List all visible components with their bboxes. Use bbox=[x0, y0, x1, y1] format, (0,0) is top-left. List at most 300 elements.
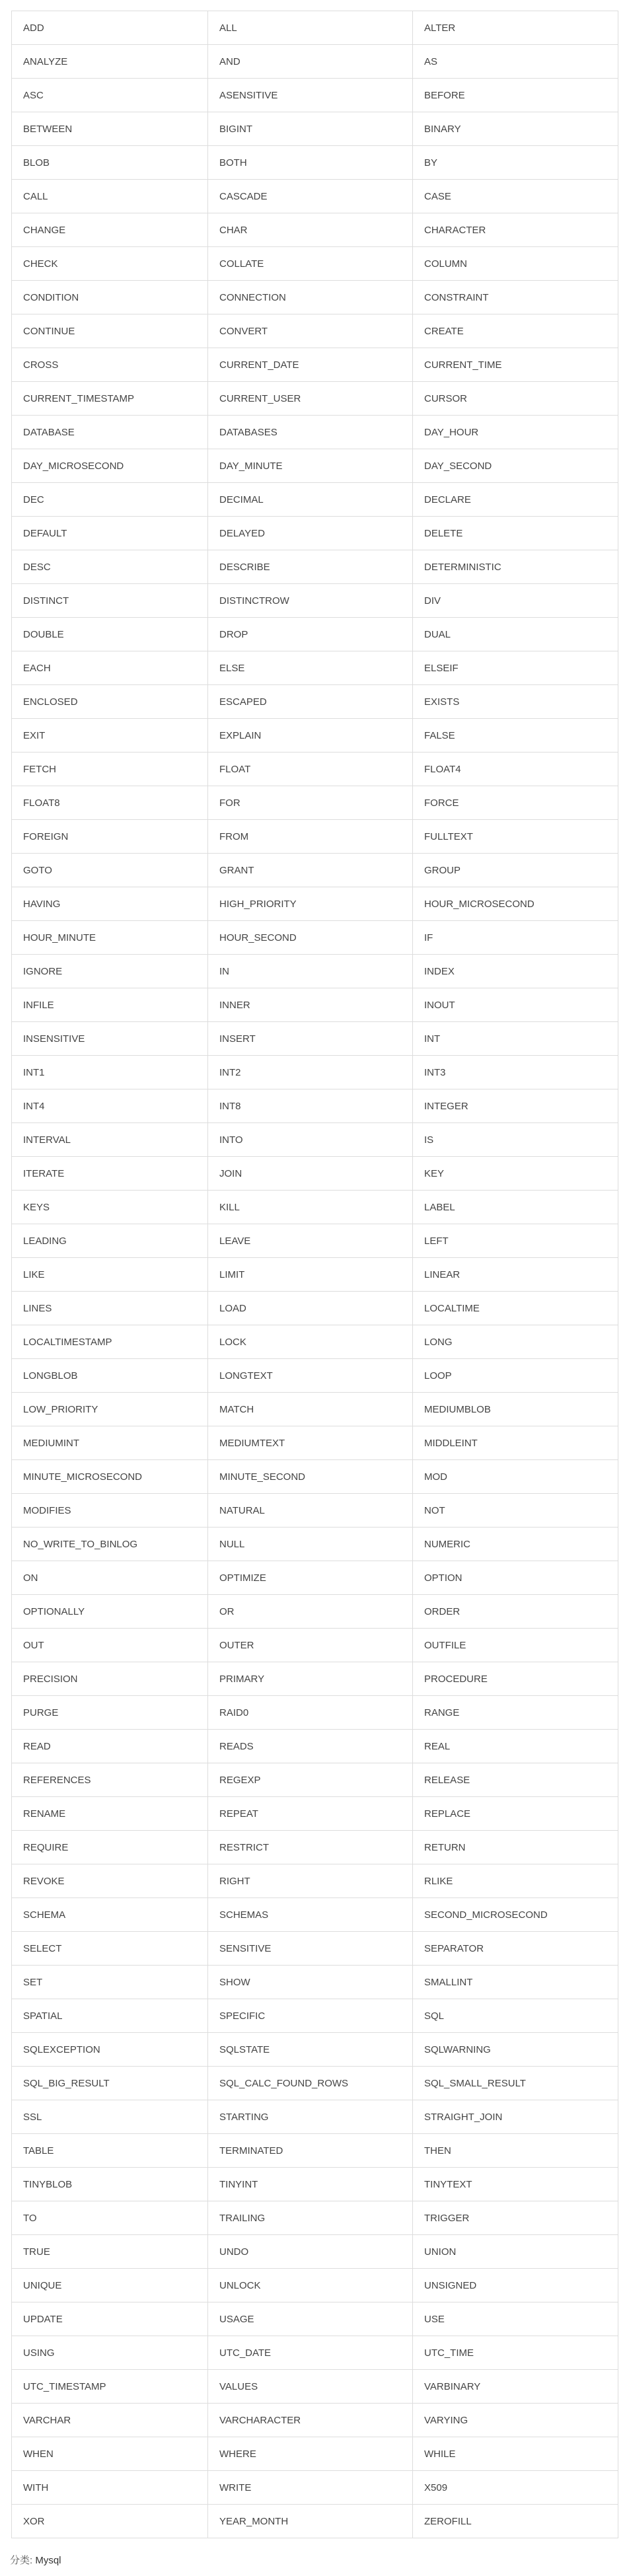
keyword-cell: DETERMINISTIC bbox=[413, 550, 618, 584]
keyword-cell: NULL bbox=[208, 1527, 413, 1561]
keyword-cell: INT bbox=[413, 1022, 618, 1056]
keyword-cell: OUT bbox=[12, 1629, 208, 1662]
keyword-cell: INTO bbox=[208, 1123, 413, 1157]
keyword-cell: DISTINCT bbox=[12, 584, 208, 618]
keyword-cell: INT4 bbox=[12, 1089, 208, 1123]
keyword-cell: MEDIUMBLOB bbox=[413, 1393, 618, 1426]
keyword-cell: PROCEDURE bbox=[413, 1662, 618, 1696]
keyword-cell: PRECISION bbox=[12, 1662, 208, 1696]
keyword-cell: CURRENT_TIME bbox=[413, 348, 618, 382]
keyword-cell: REGEXP bbox=[208, 1763, 413, 1797]
keyword-cell: INOUT bbox=[413, 988, 618, 1022]
keyword-cell: SQLEXCEPTION bbox=[12, 2033, 208, 2067]
keyword-cell: SQL_CALC_FOUND_ROWS bbox=[208, 2067, 413, 2100]
keyword-cell: SQL_BIG_RESULT bbox=[12, 2067, 208, 2100]
table-row bbox=[12, 2033, 618, 2067]
keyword-cell: IGNORE bbox=[12, 955, 208, 988]
table-row bbox=[12, 1966, 618, 1999]
keyword-cell: LONG bbox=[413, 1325, 618, 1359]
keyword-cell: NOT bbox=[413, 1494, 618, 1527]
table-row bbox=[12, 820, 618, 854]
keyword-cell: CASCADE bbox=[208, 180, 413, 213]
table-row bbox=[12, 1831, 618, 1864]
keyword-cell: CREATE bbox=[413, 314, 618, 348]
keyword-cell: BETWEEN bbox=[12, 112, 208, 146]
keyword-cell: LINES bbox=[12, 1292, 208, 1325]
keyword-cell: LOCK bbox=[208, 1325, 413, 1359]
keyword-cell: TINYBLOB bbox=[12, 2168, 208, 2201]
table-row bbox=[12, 1359, 618, 1393]
keyword-cell: ANALYZE bbox=[12, 45, 208, 79]
category-label: 分类: bbox=[10, 2555, 33, 2566]
keyword-cell: LIKE bbox=[12, 1258, 208, 1292]
keyword-cell: SET bbox=[12, 1966, 208, 1999]
keyword-cell: ESCAPED bbox=[208, 685, 413, 719]
table-row bbox=[12, 247, 618, 281]
table-row bbox=[12, 988, 618, 1022]
keyword-cell: DATABASES bbox=[208, 416, 413, 449]
table-row bbox=[12, 1191, 618, 1224]
keyword-cell: DAY_MICROSECOND bbox=[12, 449, 208, 483]
keyword-cell: COLLATE bbox=[208, 247, 413, 281]
keyword-cell: DECIMAL bbox=[208, 483, 413, 517]
keyword-cell: DOUBLE bbox=[12, 618, 208, 651]
table-row bbox=[12, 1224, 618, 1258]
keyword-cell: SSL bbox=[12, 2100, 208, 2134]
keyword-cell: MATCH bbox=[208, 1393, 413, 1426]
keyword-cell: CHARACTER bbox=[413, 213, 618, 247]
keyword-cell: CONTINUE bbox=[12, 314, 208, 348]
keyword-cell: DATABASE bbox=[12, 416, 208, 449]
keyword-cell: UTC_TIME bbox=[413, 2336, 618, 2370]
table-row bbox=[12, 2404, 618, 2437]
keyword-cell: SMALLINT bbox=[413, 1966, 618, 1999]
keyword-cell: CONNECTION bbox=[208, 281, 413, 314]
keyword-cell: TINYINT bbox=[208, 2168, 413, 2201]
table-row bbox=[12, 1460, 618, 1494]
keyword-cell: FOR bbox=[208, 786, 413, 820]
keyword-cell: PURGE bbox=[12, 1696, 208, 1730]
keyword-cell: CHAR bbox=[208, 213, 413, 247]
table-row bbox=[12, 483, 618, 517]
keyword-cell: VARCHAR bbox=[12, 2404, 208, 2437]
keyword-cell: XOR bbox=[12, 2505, 208, 2538]
keyword-cell: DUAL bbox=[413, 618, 618, 651]
keyword-cell: BY bbox=[413, 146, 618, 180]
table-row bbox=[12, 1325, 618, 1359]
keyword-cell: LOOP bbox=[413, 1359, 618, 1393]
keyword-cell: EXIT bbox=[12, 719, 208, 753]
table-row bbox=[12, 1022, 618, 1056]
keyword-cell: INTERVAL bbox=[12, 1123, 208, 1157]
keyword-cell: RANGE bbox=[413, 1696, 618, 1730]
keyword-cell: DAY_MINUTE bbox=[208, 449, 413, 483]
keyword-cell: SQLSTATE bbox=[208, 2033, 413, 2067]
keyword-cell: CROSS bbox=[12, 348, 208, 382]
table-row bbox=[12, 1089, 618, 1123]
keyword-cell: ELSEIF bbox=[413, 651, 618, 685]
table-row bbox=[12, 651, 618, 685]
table-row bbox=[12, 1662, 618, 1696]
keyword-cell: RAID0 bbox=[208, 1696, 413, 1730]
table-row bbox=[12, 921, 618, 955]
keyword-cell: RELEASE bbox=[413, 1763, 618, 1797]
keyword-cell: FOREIGN bbox=[12, 820, 208, 854]
keyword-cell: ENCLOSED bbox=[12, 685, 208, 719]
keyword-cell: STRAIGHT_JOIN bbox=[413, 2100, 618, 2134]
keyword-cell: KILL bbox=[208, 1191, 413, 1224]
keyword-cell: DEC bbox=[12, 483, 208, 517]
keyword-cell: KEYS bbox=[12, 1191, 208, 1224]
keyword-cell: GRANT bbox=[208, 854, 413, 887]
table-row bbox=[12, 2336, 618, 2370]
table-row bbox=[12, 45, 618, 79]
table-row bbox=[12, 348, 618, 382]
keyword-cell: LOW_PRIORITY bbox=[12, 1393, 208, 1426]
keyword-cell: RIGHT bbox=[208, 1864, 413, 1898]
keyword-cell: SECOND_MICROSECOND bbox=[413, 1898, 618, 1932]
keyword-cell: OPTIONALLY bbox=[12, 1595, 208, 1629]
keyword-cell: SPATIAL bbox=[12, 1999, 208, 2033]
keyword-cell: HOUR_SECOND bbox=[208, 921, 413, 955]
keyword-cell: DEFAULT bbox=[12, 517, 208, 550]
keyword-cell: LONGTEXT bbox=[208, 1359, 413, 1393]
keyword-cell: FLOAT8 bbox=[12, 786, 208, 820]
keyword-cell: ON bbox=[12, 1561, 208, 1595]
keyword-cell: WITH bbox=[12, 2471, 208, 2505]
table-row bbox=[12, 1157, 618, 1191]
keyword-cell: USING bbox=[12, 2336, 208, 2370]
keyword-cell: SQL bbox=[413, 1999, 618, 2033]
table-row bbox=[12, 180, 618, 213]
keyword-cell: UNIQUE bbox=[12, 2269, 208, 2302]
keyword-cell: SPECIFIC bbox=[208, 1999, 413, 2033]
keyword-cell: IF bbox=[413, 921, 618, 955]
keyword-cell: UPDATE bbox=[12, 2302, 208, 2336]
keyword-cell: BINARY bbox=[413, 112, 618, 146]
table-row bbox=[12, 753, 618, 786]
keyword-cell: TRIGGER bbox=[413, 2201, 618, 2235]
keyword-cell: MODIFIES bbox=[12, 1494, 208, 1527]
table-row bbox=[12, 2505, 618, 2538]
keyword-cell: OUTER bbox=[208, 1629, 413, 1662]
table-row bbox=[12, 1494, 618, 1527]
keyword-cell: HOUR_MICROSECOND bbox=[413, 887, 618, 921]
keyword-cell: TABLE bbox=[12, 2134, 208, 2168]
keyword-cell: DELAYED bbox=[208, 517, 413, 550]
keyword-cell: ASC bbox=[12, 79, 208, 112]
table-row bbox=[12, 955, 618, 988]
keyword-cell: INFILE bbox=[12, 988, 208, 1022]
keyword-cell: INTEGER bbox=[413, 1089, 618, 1123]
keyword-cell: THEN bbox=[413, 2134, 618, 2168]
keyword-cell: MEDIUMTEXT bbox=[208, 1426, 413, 1460]
table-row bbox=[12, 1123, 618, 1157]
keyword-cell: TO bbox=[12, 2201, 208, 2235]
table-row bbox=[12, 1932, 618, 1966]
table-row bbox=[12, 1730, 618, 1763]
keyword-cell: LONGBLOB bbox=[12, 1359, 208, 1393]
table-row bbox=[12, 382, 618, 416]
keyword-cell: REVOKE bbox=[12, 1864, 208, 1898]
table-row bbox=[12, 281, 618, 314]
table-row bbox=[12, 1258, 618, 1292]
keyword-cell: KEY bbox=[413, 1157, 618, 1191]
keyword-cell: CASE bbox=[413, 180, 618, 213]
keyword-cell: BOTH bbox=[208, 146, 413, 180]
table-row bbox=[12, 517, 618, 550]
keyword-cell: UTC_TIMESTAMP bbox=[12, 2370, 208, 2404]
keyword-cell: USE bbox=[413, 2302, 618, 2336]
keyword-cell: X509 bbox=[413, 2471, 618, 2505]
keyword-cell: VARCHARACTER bbox=[208, 2404, 413, 2437]
keyword-cell: DESCRIBE bbox=[208, 550, 413, 584]
keyword-cell: LOCALTIMESTAMP bbox=[12, 1325, 208, 1359]
keyword-cell: FLOAT4 bbox=[413, 753, 618, 786]
keyword-cell: CONVERT bbox=[208, 314, 413, 348]
table-row bbox=[12, 1629, 618, 1662]
table-row bbox=[12, 1292, 618, 1325]
keyword-cell: AND bbox=[208, 45, 413, 79]
keyword-cell: CURRENT_DATE bbox=[208, 348, 413, 382]
keyword-cell: JOIN bbox=[208, 1157, 413, 1191]
keyword-cell: CALL bbox=[12, 180, 208, 213]
keywords-table-body bbox=[12, 11, 618, 2538]
keyword-cell: UTC_DATE bbox=[208, 2336, 413, 2370]
keyword-cell: DAY_HOUR bbox=[413, 416, 618, 449]
keyword-cell: OR bbox=[208, 1595, 413, 1629]
table-row bbox=[12, 1898, 618, 1932]
keyword-cell: HIGH_PRIORITY bbox=[208, 887, 413, 921]
keyword-cell: EACH bbox=[12, 651, 208, 685]
keyword-cell: ALL bbox=[208, 11, 413, 45]
keyword-cell: OPTIMIZE bbox=[208, 1561, 413, 1595]
table-row bbox=[12, 786, 618, 820]
keyword-cell: LEAVE bbox=[208, 1224, 413, 1258]
table-row bbox=[12, 1864, 618, 1898]
keyword-cell: CONSTRAINT bbox=[413, 281, 618, 314]
table-row bbox=[12, 2067, 618, 2100]
keyword-cell: ADD bbox=[12, 11, 208, 45]
keyword-cell: IN bbox=[208, 955, 413, 988]
keyword-cell: INSERT bbox=[208, 1022, 413, 1056]
keyword-cell: VALUES bbox=[208, 2370, 413, 2404]
keyword-cell: HOUR_MINUTE bbox=[12, 921, 208, 955]
keyword-cell: DAY_SECOND bbox=[413, 449, 618, 483]
keyword-cell: GOTO bbox=[12, 854, 208, 887]
keyword-cell: MINUTE_MICROSECOND bbox=[12, 1460, 208, 1494]
keyword-cell: CONDITION bbox=[12, 281, 208, 314]
keyword-cell: SQL_SMALL_RESULT bbox=[413, 2067, 618, 2100]
keyword-cell: REQUIRE bbox=[12, 1831, 208, 1864]
keyword-cell: TRAILING bbox=[208, 2201, 413, 2235]
keyword-cell: UNLOCK bbox=[208, 2269, 413, 2302]
table-row bbox=[12, 1393, 618, 1426]
reserved-keywords-table bbox=[11, 11, 618, 2538]
keyword-cell: AS bbox=[413, 45, 618, 79]
keyword-cell: SELECT bbox=[12, 1932, 208, 1966]
keyword-cell: FULLTEXT bbox=[413, 820, 618, 854]
keyword-cell: PRIMARY bbox=[208, 1662, 413, 1696]
keyword-cell: CHANGE bbox=[12, 213, 208, 247]
keyword-cell: UNION bbox=[413, 2235, 618, 2269]
keyword-cell: NUMERIC bbox=[413, 1527, 618, 1561]
table-row bbox=[12, 2235, 618, 2269]
keyword-cell: INT8 bbox=[208, 1089, 413, 1123]
keyword-cell: INT2 bbox=[208, 1056, 413, 1089]
table-row bbox=[12, 11, 618, 45]
keyword-cell: LOAD bbox=[208, 1292, 413, 1325]
table-row bbox=[12, 1797, 618, 1831]
keyword-cell: SENSITIVE bbox=[208, 1932, 413, 1966]
keyword-cell: REPLACE bbox=[413, 1797, 618, 1831]
table-row bbox=[12, 79, 618, 112]
keyword-cell: SEPARATOR bbox=[413, 1932, 618, 1966]
table-row bbox=[12, 2471, 618, 2505]
keyword-cell: COLUMN bbox=[413, 247, 618, 281]
keyword-cell: CURRENT_USER bbox=[208, 382, 413, 416]
keyword-cell: HAVING bbox=[12, 887, 208, 921]
keyword-cell: VARBINARY bbox=[413, 2370, 618, 2404]
keyword-cell: LEADING bbox=[12, 1224, 208, 1258]
keyword-cell: BIGINT bbox=[208, 112, 413, 146]
table-row bbox=[12, 314, 618, 348]
table-row bbox=[12, 2100, 618, 2134]
keyword-cell: DECLARE bbox=[413, 483, 618, 517]
keyword-cell: MIDDLEINT bbox=[413, 1426, 618, 1460]
table-row bbox=[12, 2437, 618, 2471]
keyword-cell: WRITE bbox=[208, 2471, 413, 2505]
keyword-cell: EXPLAIN bbox=[208, 719, 413, 753]
keyword-cell: RLIKE bbox=[413, 1864, 618, 1898]
keyword-cell: EXISTS bbox=[413, 685, 618, 719]
keyword-cell: SCHEMA bbox=[12, 1898, 208, 1932]
keyword-cell: FORCE bbox=[413, 786, 618, 820]
keyword-cell: FLOAT bbox=[208, 753, 413, 786]
keyword-cell: OUTFILE bbox=[413, 1629, 618, 1662]
keyword-cell: NO_WRITE_TO_BINLOG bbox=[12, 1527, 208, 1561]
keyword-cell: FROM bbox=[208, 820, 413, 854]
keyword-cell: BEFORE bbox=[413, 79, 618, 112]
keyword-cell: READS bbox=[208, 1730, 413, 1763]
keyword-cell: USAGE bbox=[208, 2302, 413, 2336]
keyword-cell: WHEN bbox=[12, 2437, 208, 2471]
table-row bbox=[12, 887, 618, 921]
table-row bbox=[12, 1999, 618, 2033]
table-row bbox=[12, 213, 618, 247]
keyword-cell: ASENSITIVE bbox=[208, 79, 413, 112]
keyword-cell: CURSOR bbox=[413, 382, 618, 416]
keyword-cell: DELETE bbox=[413, 517, 618, 550]
keyword-cell: YEAR_MONTH bbox=[208, 2505, 413, 2538]
table-row bbox=[12, 1595, 618, 1629]
table-row bbox=[12, 2201, 618, 2235]
keyword-cell: FALSE bbox=[413, 719, 618, 753]
keyword-cell: SCHEMAS bbox=[208, 1898, 413, 1932]
table-row bbox=[12, 1763, 618, 1797]
table-row bbox=[12, 584, 618, 618]
keyword-cell: ORDER bbox=[413, 1595, 618, 1629]
keyword-cell: IS bbox=[413, 1123, 618, 1157]
keyword-cell: RETURN bbox=[413, 1831, 618, 1864]
keyword-cell: LABEL bbox=[413, 1191, 618, 1224]
keyword-cell: LOCALTIME bbox=[413, 1292, 618, 1325]
table-row bbox=[12, 1561, 618, 1595]
keyword-cell: ALTER bbox=[413, 11, 618, 45]
keyword-cell: VARYING bbox=[413, 2404, 618, 2437]
category-link-mysql[interactable]: Mysql bbox=[35, 2555, 61, 2566]
keyword-cell: WHERE bbox=[208, 2437, 413, 2471]
keyword-cell: SQLWARNING bbox=[413, 2033, 618, 2067]
table-row bbox=[12, 2269, 618, 2302]
table-row bbox=[12, 854, 618, 887]
keyword-cell: DIV bbox=[413, 584, 618, 618]
keyword-cell: MINUTE_SECOND bbox=[208, 1460, 413, 1494]
keyword-cell: DISTINCTROW bbox=[208, 584, 413, 618]
keyword-cell: UNSIGNED bbox=[413, 2269, 618, 2302]
keyword-cell: INSENSITIVE bbox=[12, 1022, 208, 1056]
keyword-cell: CHECK bbox=[12, 247, 208, 281]
keyword-cell: STARTING bbox=[208, 2100, 413, 2134]
table-row bbox=[12, 719, 618, 753]
keyword-cell: TERMINATED bbox=[208, 2134, 413, 2168]
table-row bbox=[12, 2370, 618, 2404]
category-line bbox=[10, 2553, 61, 2567]
keyword-cell: BLOB bbox=[12, 146, 208, 180]
keyword-cell: NATURAL bbox=[208, 1494, 413, 1527]
keyword-cell: INT3 bbox=[413, 1056, 618, 1089]
table-row bbox=[12, 1056, 618, 1089]
keyword-cell: ITERATE bbox=[12, 1157, 208, 1191]
keyword-cell: FETCH bbox=[12, 753, 208, 786]
keyword-cell: REFERENCES bbox=[12, 1763, 208, 1797]
keyword-cell: REAL bbox=[413, 1730, 618, 1763]
table-row bbox=[12, 2168, 618, 2201]
table-row bbox=[12, 1426, 618, 1460]
keyword-cell: GROUP bbox=[413, 854, 618, 887]
keyword-cell: ELSE bbox=[208, 651, 413, 685]
keyword-cell: INNER bbox=[208, 988, 413, 1022]
keyword-cell: TINYTEXT bbox=[413, 2168, 618, 2201]
keyword-cell: OPTION bbox=[413, 1561, 618, 1595]
keyword-cell: UNDO bbox=[208, 2235, 413, 2269]
keyword-cell: TRUE bbox=[12, 2235, 208, 2269]
keyword-cell: LINEAR bbox=[413, 1258, 618, 1292]
table-row bbox=[12, 2134, 618, 2168]
keyword-cell: INT1 bbox=[12, 1056, 208, 1089]
keyword-cell: MOD bbox=[413, 1460, 618, 1494]
table-row bbox=[12, 685, 618, 719]
keyword-cell: MEDIUMINT bbox=[12, 1426, 208, 1460]
table-row bbox=[12, 550, 618, 584]
keyword-cell: CURRENT_TIMESTAMP bbox=[12, 382, 208, 416]
keyword-cell: ZEROFILL bbox=[413, 2505, 618, 2538]
keyword-cell: RENAME bbox=[12, 1797, 208, 1831]
keyword-cell: WHILE bbox=[413, 2437, 618, 2471]
keyword-cell: SHOW bbox=[208, 1966, 413, 1999]
table-row bbox=[12, 449, 618, 483]
table-row bbox=[12, 618, 618, 651]
table-row bbox=[12, 1527, 618, 1561]
keyword-cell: RESTRICT bbox=[208, 1831, 413, 1864]
keyword-cell: READ bbox=[12, 1730, 208, 1763]
table-row bbox=[12, 416, 618, 449]
keyword-cell: DESC bbox=[12, 550, 208, 584]
table-row bbox=[12, 112, 618, 146]
keyword-cell: REPEAT bbox=[208, 1797, 413, 1831]
keyword-cell: LEFT bbox=[413, 1224, 618, 1258]
table-row bbox=[12, 146, 618, 180]
